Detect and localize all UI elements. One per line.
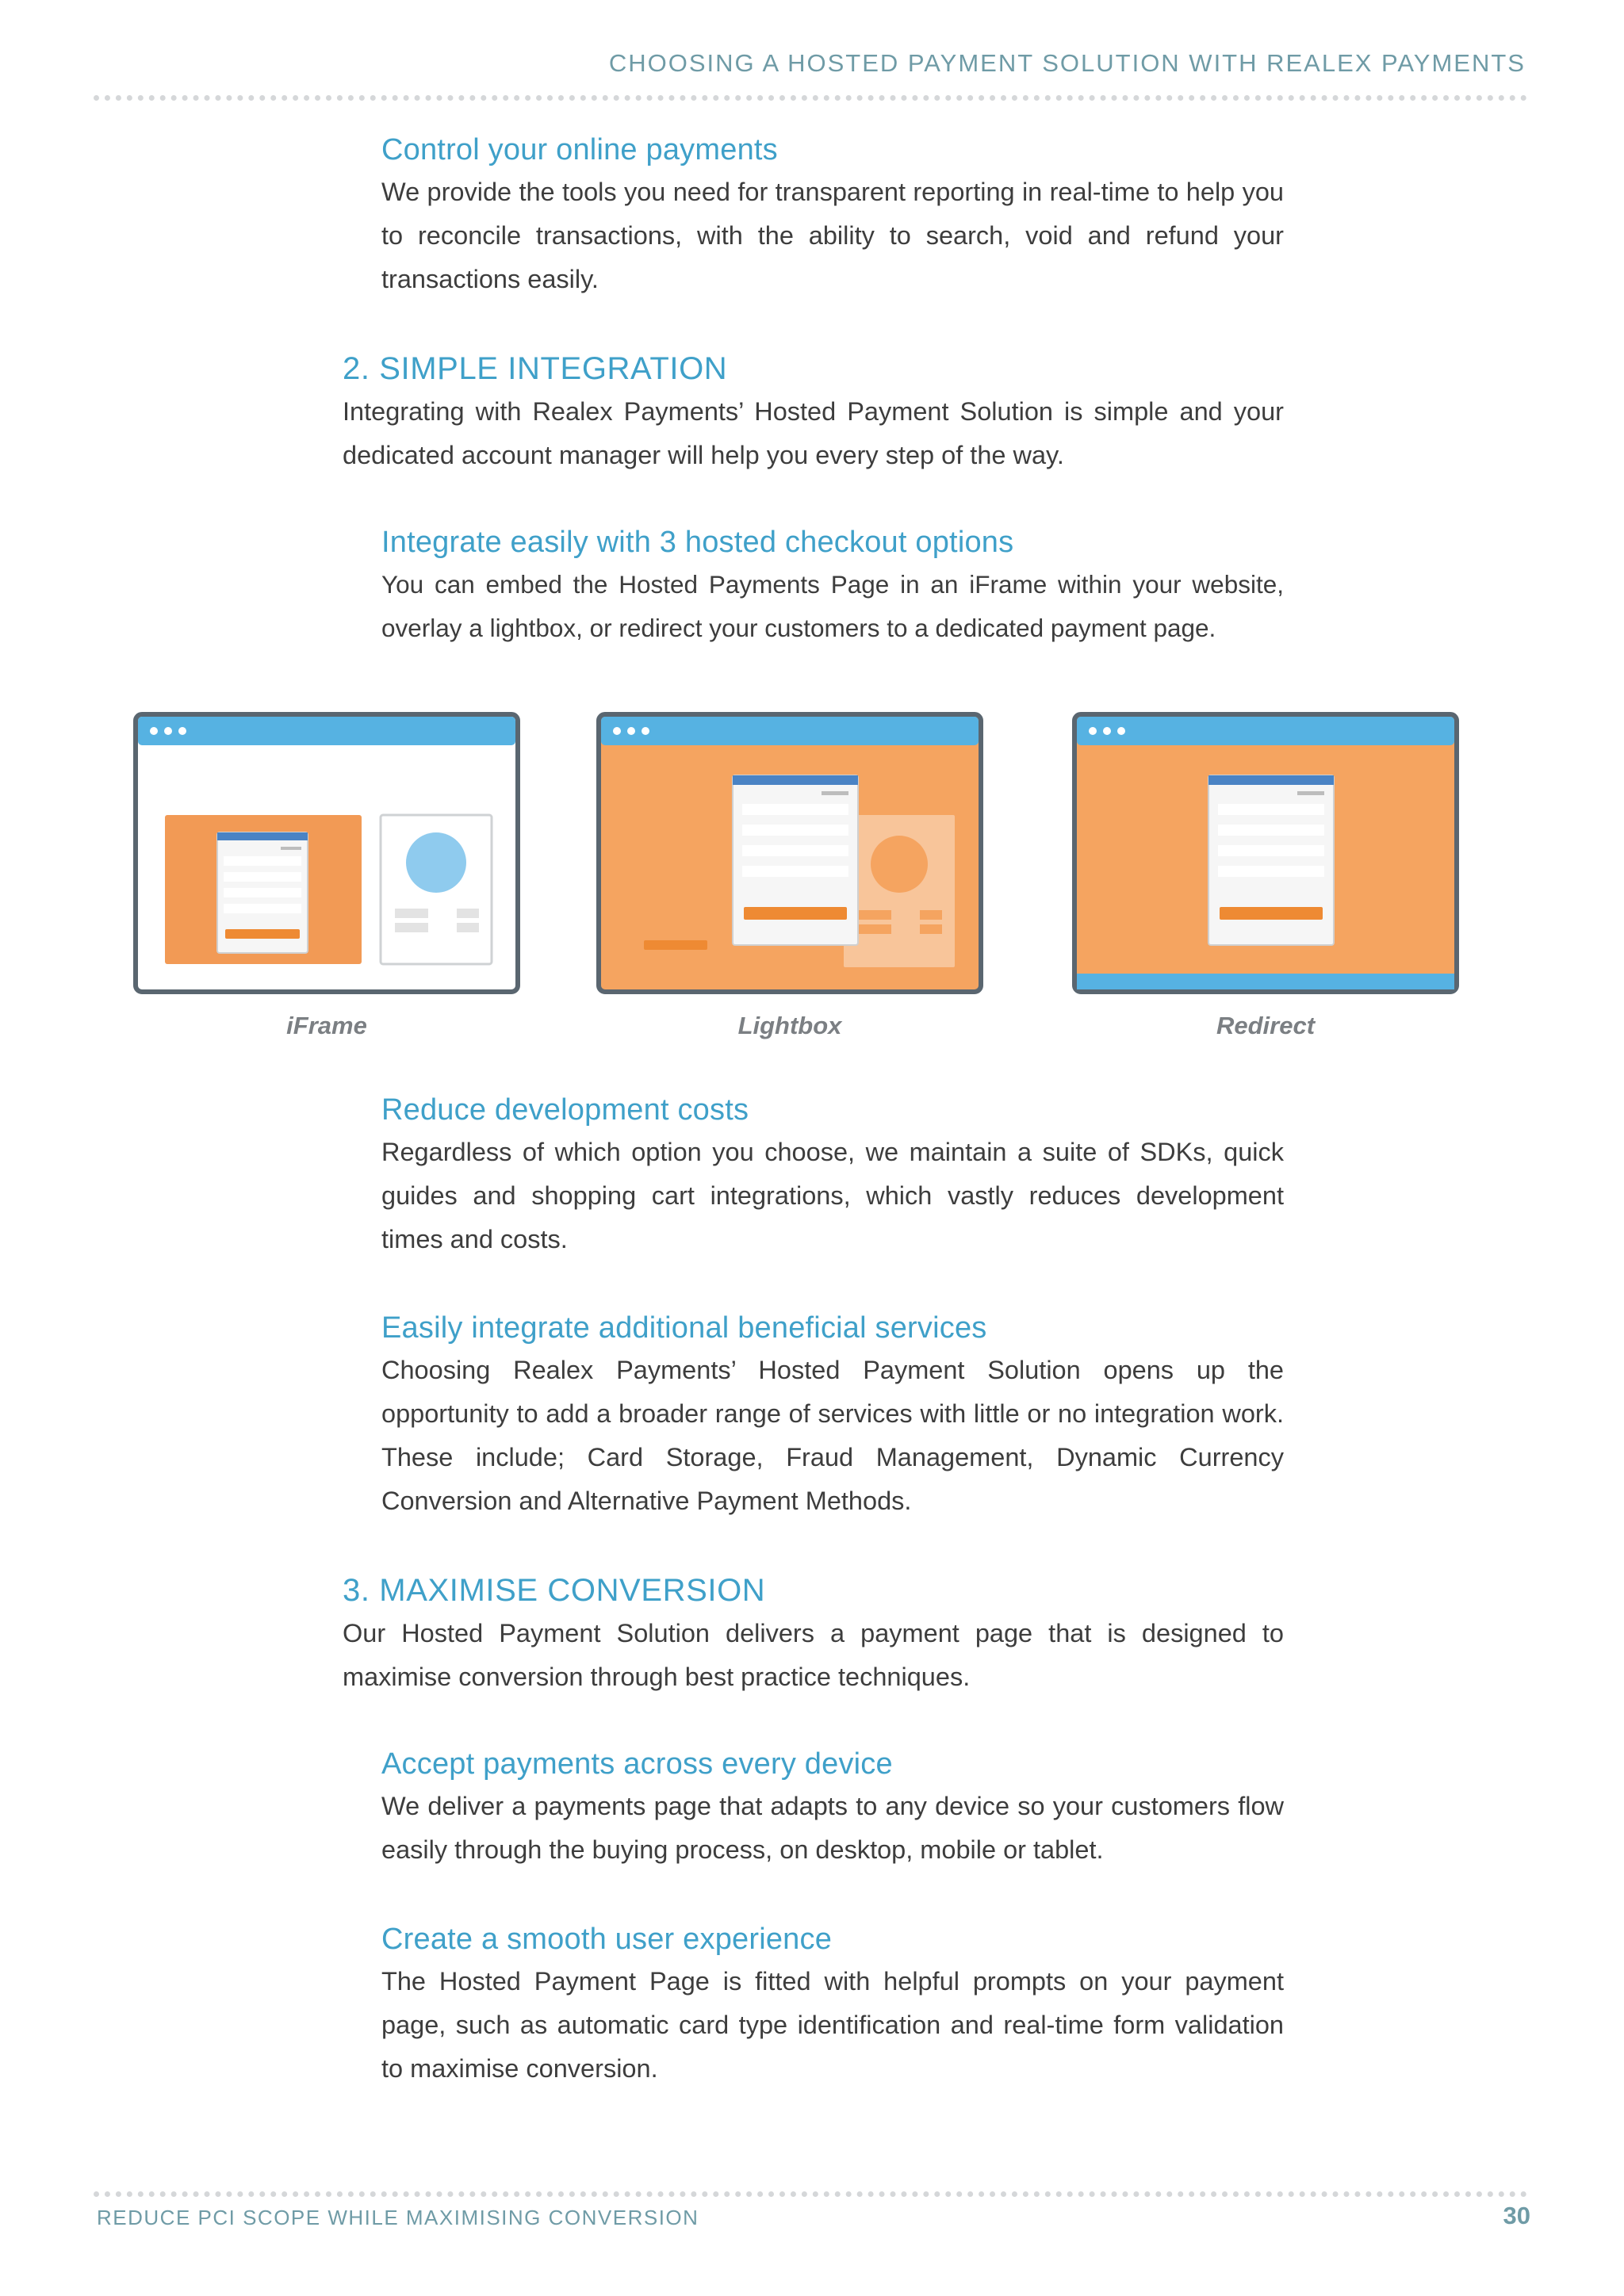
section-smooth-experience-title: Create a smooth user experience	[381, 1923, 833, 1956]
section-simple-integration-body: Integrating with Realex Payments’ Hosted Payment Solution is simple and your dedicated account manager will help you every step of the way.	[343, 397, 1284, 469]
caption-lightbox: Lightbox	[737, 1012, 842, 1039]
section-integrate-easily-title: Integrate easily with 3 hosted checkout options	[381, 526, 1014, 559]
section-simple-integration	[343, 351, 1284, 477]
header-divider	[94, 95, 1527, 101]
section-integrate-easily-body: You can embed the Hosted Payments Page in an iFrame within your website, overlay a lightbox, or redirect your customers to a dedicated payment page.	[381, 570, 1284, 642]
section-reduce-costs-body: Regardless of which option you choose, we maintain a suite of SDKs, quick guides and shopping cart integrations, which vastly reduces development times and costs.	[381, 1138, 1284, 1253]
section-control	[381, 133, 1284, 301]
section-reduce-costs-title: Reduce development costs	[381, 1093, 749, 1127]
illustration-lightbox	[596, 712, 983, 1040]
section-control-body: We provide the tools you need for transparent reporting in real-time to help you to reconcile transactions, with the ability to search, void and refund your transactions easily.	[381, 178, 1284, 293]
section-simple-integration-title: 2. SIMPLE INTEGRATION	[343, 351, 728, 386]
page-number: 30	[1503, 2202, 1530, 2229]
footer-divider	[94, 2191, 1527, 2197]
section-every-device	[381, 1747, 1284, 1872]
redirect-browser-illustration	[1072, 712, 1459, 997]
caption-redirect: Redirect	[1216, 1012, 1316, 1039]
iframe-browser-illustration	[133, 712, 520, 997]
section-maximise-conversion-body: Our Hosted Payment Solution delivers a payment page that is designed to maximise conversion through best practice techniques.	[343, 1619, 1284, 1691]
section-additional-services-body: Choosing Realex Payments’ Hosted Payment Solution opens up the opportunity to add a broader range of services with little or no integration work. These include; Card Storage, Fraud Management, Dynamic Currency Conversion and Alternative Payment Methods.	[381, 1356, 1284, 1515]
running-header: CHOOSING A HOSTED PAYMENT SOLUTION WITH REALEX PAYMENTS	[608, 49, 1526, 77]
section-additional-services	[381, 1311, 1284, 1523]
section-every-device-body: We deliver a payments page that adapts to any device so your customers flow easily through the buying process, on desktop, mobile or tablet.	[381, 1792, 1284, 1864]
footer-title: REDUCE PCI SCOPE WHILE MAXIMISING CONVERSION	[97, 2206, 699, 2229]
section-maximise-conversion	[343, 1573, 1284, 1699]
section-additional-services-title: Easily integrate additional beneficial services	[381, 1311, 987, 1345]
section-reduce-costs	[381, 1093, 1284, 1261]
caption-iframe: iFrame	[286, 1012, 367, 1039]
section-maximise-conversion-title: 3. MAXIMISE CONVERSION	[343, 1573, 766, 1608]
section-control-title: Control your online payments	[381, 133, 778, 166]
section-smooth-experience	[381, 1923, 1284, 2091]
illustration-redirect	[1072, 712, 1459, 1040]
section-smooth-experience-body: The Hosted Payment Page is fitted with helpful prompts on your payment page, such as automatic card type identification and real-time form validation to maximise conversion.	[381, 1967, 1284, 2083]
lightbox-browser-illustration	[596, 712, 983, 997]
illustration-iframe	[133, 712, 520, 1040]
section-every-device-title: Accept payments across every device	[381, 1747, 893, 1781]
section-integrate-easily	[381, 526, 1284, 650]
